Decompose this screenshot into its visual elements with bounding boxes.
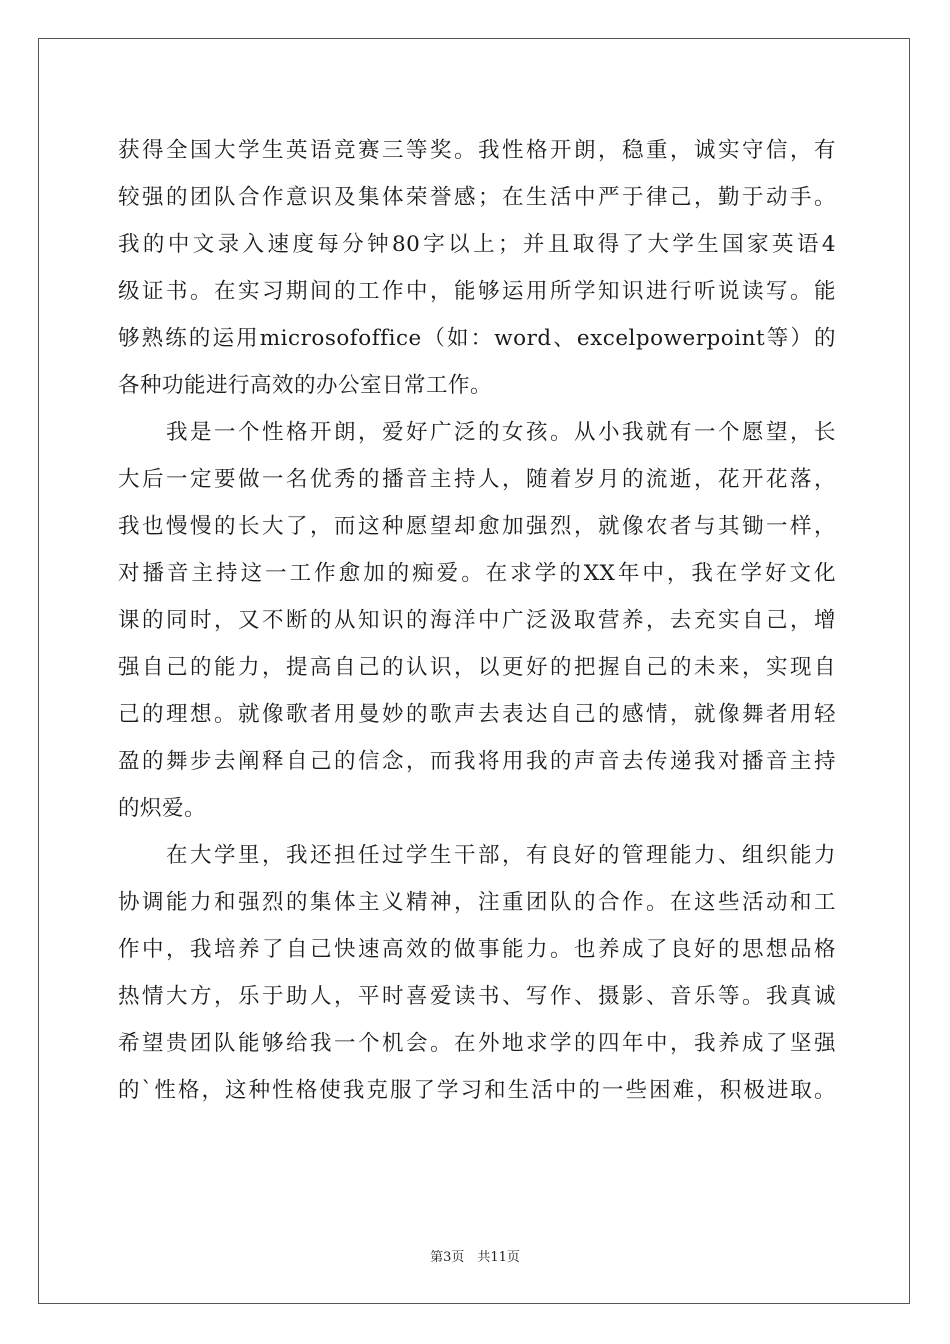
text-line: 希望贵团队能够给我一个机会。在外地求学的四年中，我养成了坚强 <box>118 1031 836 1056</box>
text-line: 对播音主持这一工作愈加的痴爱。在求学的XX年中，我在学好文化 <box>118 561 836 586</box>
text-line: 级证书。在实习期间的工作中，能够运用所学知识进行听说读写。能 <box>118 279 836 304</box>
text-line: 作中，我培养了自己快速高效的做事能力。也养成了良好的思想品格 <box>118 937 836 962</box>
text-line: 强自己的能力，提高自己的认识，以更好的把握自己的未来，实现自 <box>118 655 836 680</box>
text-line: 各种功能进行高效的办公室日常工作。 <box>118 373 493 398</box>
text-line: 我的中文录入速度每分钟80字以上；并且取得了大学生国家英语4 <box>118 232 836 257</box>
text-line: 的`性格，这种性格使我克服了学习和生活中的一些困难，积极进取。 <box>118 1078 836 1103</box>
text-line: 协调能力和强烈的集体主义精神，注重团队的合作。在这些活动和工 <box>118 890 836 915</box>
text-line: 的炽爱。 <box>118 796 207 821</box>
text-line: 较强的团队合作意识及集体荣誉感；在生活中严于律己，勤于动手。 <box>118 185 836 210</box>
page-number-footer: 第3页 共11页 <box>430 1250 520 1265</box>
text-line: 己的理想。就像歌者用曼妙的歌声去表达自己的感情，就像舞者用轻 <box>118 702 836 727</box>
text-line: 课的同时，又不断的从知识的海洋中广泛汲取营养，去充实自己，增 <box>118 608 836 633</box>
document-body <box>118 127 836 1114</box>
paragraph-2 <box>118 409 836 832</box>
text-line: 盈的舞步去阐释自己的信念，而我将用我的声音去传递我对播音主持 <box>118 749 836 774</box>
text-line: 在大学里，我还担任过学生干部，有良好的管理能力、组织能力 <box>118 843 836 868</box>
text-line: 热情大方，乐于助人，平时喜爱读书、写作、摄影、音乐等。我真诚 <box>118 984 836 1009</box>
paragraph-1 <box>118 127 836 409</box>
paragraph-3 <box>118 832 836 1114</box>
text-line: 够熟练的运用microsofoffice（如：word、excelpowerpoint等）的 <box>118 326 836 351</box>
text-line: 大后一定要做一名优秀的播音主持人，随着岁月的流逝，花开花落， <box>118 467 836 492</box>
text-line: 我也慢慢的长大了，而这种愿望却愈加强烈，就像农者与其锄一样， <box>118 514 836 539</box>
text-line: 获得全国大学生英语竞赛三等奖。我性格开朗，稳重，诚实守信，有 <box>118 138 836 163</box>
text-line: 我是一个性格开朗，爱好广泛的女孩。从小我就有一个愿望，长 <box>118 420 836 445</box>
